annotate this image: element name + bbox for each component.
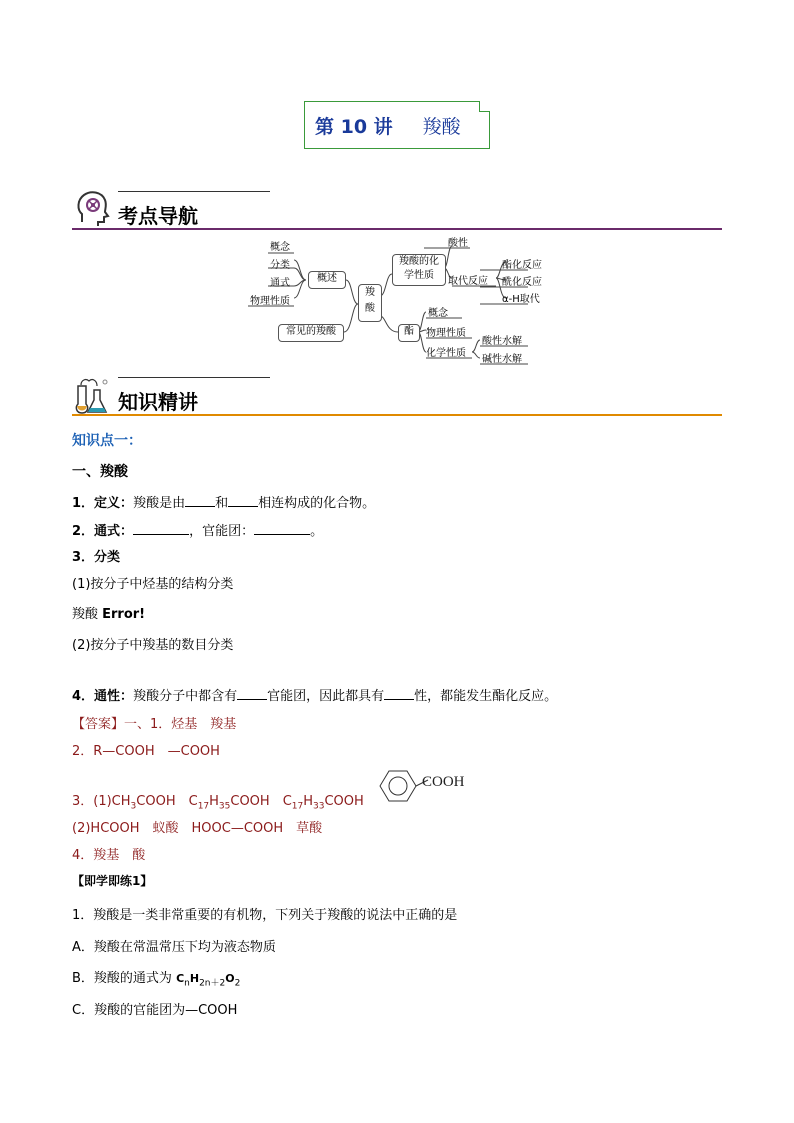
section-title: 知识精讲: [118, 390, 198, 414]
mm-item-base-hydro: 碱性水解: [482, 354, 522, 365]
mm-box-gaishu: 概述: [308, 271, 346, 289]
question-definition: [72, 492, 375, 511]
q-label: 定义：: [94, 496, 134, 511]
q-text: ，官能团：: [189, 524, 255, 539]
answer-line-1: [72, 713, 236, 732]
classification-error: [72, 603, 145, 622]
option-b[interactable]: [72, 967, 240, 989]
fill-blank[interactable]: [228, 494, 258, 507]
question-formula: [72, 520, 323, 539]
mm-box-chem: 羧酸的化 学性质: [392, 254, 446, 286]
q-text: 和: [215, 496, 229, 511]
section-header-knowledge: [72, 374, 722, 416]
option-text: B．羧酸的通式为: [72, 971, 177, 986]
practice-tag: 【即学即练1】: [72, 874, 153, 888]
answer-line-3: [72, 790, 364, 812]
mm-item-gainian: 概念: [270, 242, 290, 253]
mm-item-xianhua: 酰化反应: [502, 277, 542, 288]
mm-item-ah: α-H取代: [502, 294, 540, 305]
q-text: 性，都能发生酯化反应。: [414, 689, 558, 704]
mm-item-qudai: 取代反应: [448, 276, 488, 287]
formula: C: [176, 972, 185, 985]
formula: 3．(1)CH: [72, 794, 131, 809]
lecture-number: 第 10 讲: [315, 115, 393, 138]
classification-by-count: (2)按分子中羧基的数目分类: [72, 638, 234, 653]
q-text: 相连构成的化合物。: [258, 496, 376, 511]
formula: H: [209, 794, 219, 809]
header-top-line: [118, 377, 270, 378]
corner-fold-icon: [479, 101, 490, 112]
mm-box-common: 常见的羧酸: [278, 324, 344, 342]
fill-blank[interactable]: [254, 522, 310, 535]
mindmap: [248, 234, 548, 374]
q-text: 羧酸分子中都含有: [133, 689, 238, 704]
mm-item-wuli: 物理性质: [250, 296, 290, 307]
formula: COOH: [324, 794, 364, 809]
subscript: n: [184, 978, 190, 989]
header-top-line: [118, 191, 270, 192]
subscript: 2n＋2: [199, 978, 226, 989]
option-a[interactable]: A．羧酸在常温常压下均为液态物质: [72, 940, 276, 955]
practice-question-1: 1．羧酸是一类非常重要的有机物，下列关于羧酸的说法中正确的是: [72, 908, 458, 923]
section-rule: [72, 414, 722, 416]
classification-by-structure: (1)按分子中烃基的结构分类: [72, 577, 234, 592]
section-header-navigation: [72, 188, 722, 230]
benzoic-cooh: COOH: [422, 774, 465, 790]
answer-line-3b: (2)HCOOH 蚁酸 HOOC—COOH 草酸: [72, 821, 323, 836]
answer-text: 一、1．烃基 羧基: [124, 717, 237, 732]
subscript: 2: [234, 978, 241, 989]
fill-blank[interactable]: [237, 687, 267, 700]
q-num: 3．: [72, 550, 95, 565]
question-classification: [72, 546, 120, 565]
q-text: 。: [310, 524, 324, 539]
answer-line-2: 2．R—COOH —COOH: [72, 744, 220, 759]
q-num: 1．: [72, 496, 95, 511]
mm-box-ester: 酯: [398, 324, 420, 342]
question-property: [72, 685, 557, 704]
mm-item-ester-wuli: 物理性质: [426, 328, 466, 339]
option-c[interactable]: C．羧酸的官能团为—COOH: [72, 1003, 238, 1018]
q-label: 分类: [94, 550, 121, 565]
formula: O: [225, 972, 235, 985]
error-text: Error!: [102, 607, 146, 622]
q-label: 通式：: [94, 524, 134, 539]
fill-blank[interactable]: [185, 494, 215, 507]
fill-blank[interactable]: [384, 687, 414, 700]
subscript: 17: [197, 801, 210, 812]
fill-blank[interactable]: [133, 522, 189, 535]
q-text: 官能团，因此都具有: [267, 689, 385, 704]
lecture-name: 羧酸: [422, 115, 461, 138]
mm-box-center: 羧 酸: [358, 284, 382, 322]
subscript: 17: [291, 801, 304, 812]
mm-item-ester-huaxue: 化学性质: [426, 348, 466, 359]
subscript: 33: [313, 801, 325, 812]
mm-item-zhihua: 酯化反应: [502, 260, 542, 271]
formula: H: [303, 794, 314, 809]
mm-item-suanxing: 酸性: [448, 238, 468, 249]
knowledge-point-title: 知识点一：: [72, 433, 142, 449]
mm-item-fenlei: 分类: [270, 260, 290, 271]
answer-line-4: 4．羧基 酸: [72, 848, 146, 863]
section-rule: [72, 228, 722, 230]
formula: COOH C: [136, 794, 198, 809]
q-num: 2．: [72, 524, 95, 539]
q-num: 4．: [72, 689, 95, 704]
subscript: 3: [130, 801, 137, 812]
head-gear-icon: [74, 188, 110, 228]
section-title: 考点导航: [118, 204, 198, 228]
q-text: 羧酸是由: [133, 496, 186, 511]
mm-item-tongshi: 通式: [270, 278, 290, 289]
heading-text: 一、羧酸: [72, 464, 128, 480]
q-label: 通性：: [94, 689, 134, 704]
formula: COOH C: [230, 794, 292, 809]
answer-tag: 【答案】: [72, 717, 125, 732]
formula: H: [189, 972, 200, 985]
heading-carboxylic-acid: [72, 461, 128, 481]
lecture-title-box: [304, 101, 490, 149]
mm-item-acid-hydro: 酸性水解: [482, 336, 522, 347]
mm-item-ester-gainian: 概念: [428, 308, 448, 319]
flask-icon: [72, 376, 112, 416]
benzene-ring-icon: [370, 766, 430, 806]
subscript: 35: [218, 801, 231, 812]
q-text: 羧酸: [72, 607, 103, 622]
